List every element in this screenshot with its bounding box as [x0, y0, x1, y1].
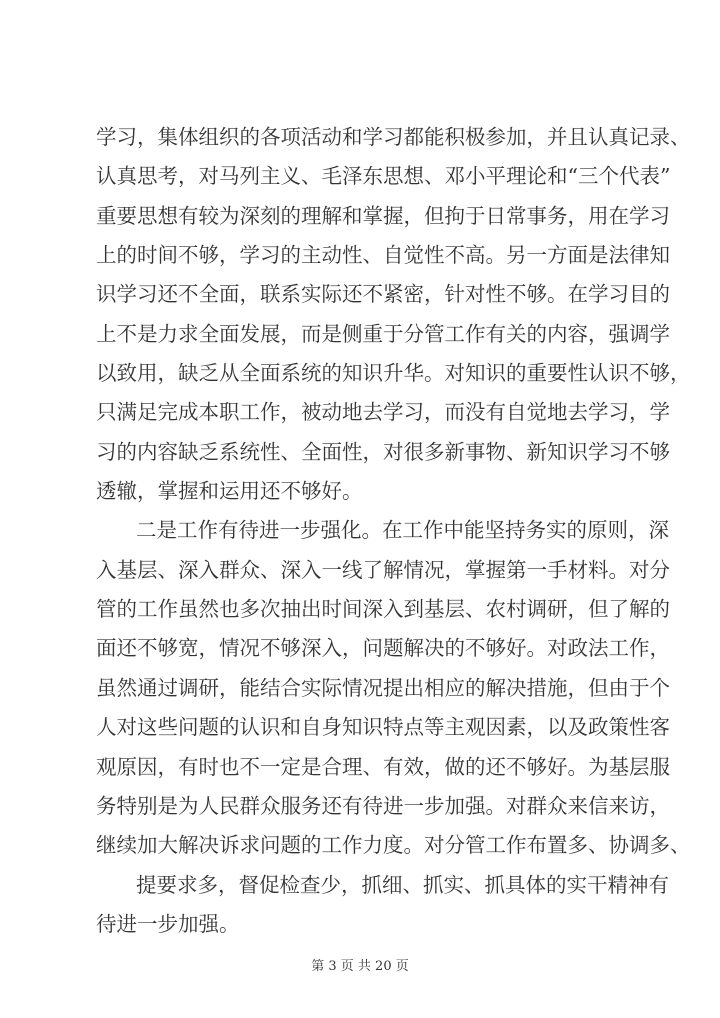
text-line: 待进一步加强。 — [96, 911, 240, 936]
body-text — [96, 118, 691, 944]
text-line: 上不是力求全面发展，而是侧重于分管工作有关的内容，强调学 — [96, 321, 670, 346]
text-line: 入基层、深入群众、深入一线了解情况，掌握第一手材料。对分 — [96, 557, 670, 582]
text-line: 认真思考，对马列主义、毛泽东思想、邓小平理论和“三个代表” — [96, 164, 671, 189]
text-line: 以致用，缺乏从全面系统的知识升华。对知识的重要性认识不够， — [96, 361, 691, 386]
text-line: 学习，集体组织的各项活动和学习都能积极参加，并且认真记录、 — [96, 125, 691, 149]
page-number-footer: 第 3 页 共 20 页 — [311, 959, 409, 974]
text-line: 只满足完成本职工作，被动地去学习，而没有自觉地去学习，学 — [96, 400, 670, 425]
text-line: 提要求多，督促检查少，抓细、抓实、抓具体的实干精神有 — [136, 872, 669, 897]
text-line: 务特别是为人民群众服务还有待进一步加强。对群众来信来访， — [96, 793, 670, 818]
text-line: 虽然通过调研，能结合实际情况提出相应的解决措施，但由于个 — [96, 675, 670, 700]
text-line: 人对这些问题的认识和自身知识特点等主观因素，以及政策性客 — [96, 715, 670, 740]
text-line: 二是工作有待进一步强化。在工作中能坚持务实的原则，深 — [136, 518, 669, 543]
text-line: 识学习还不全面，联系实际还不紧密，针对性不够。在学习目的 — [96, 282, 670, 307]
text-line: 观原因，有时也不一定是合理、有效，做的还不够好。为基层服 — [96, 754, 670, 779]
text-line: 继续加大解决诉求问题的工作力度。对分管工作布置多、协调多、 — [96, 833, 691, 858]
text-line: 面还不够宽，情况不够深入，问题解决的不够好。对政法工作， — [96, 636, 670, 661]
text-line: 重要思想有较为深刻的理解和掌握，但拘于日常事务，用在学习 — [96, 203, 670, 228]
text-line: 管的工作虽然也多次抽出时间深入到基层、农村调研，但了解的 — [96, 597, 670, 622]
text-line: 习的内容缺乏系统性、全面性，对很多新事物、新知识学习不够 — [96, 439, 670, 464]
text-line: 上的时间不够，学习的主动性、自觉性不高。另一方面是法律知 — [96, 243, 670, 268]
text-line: 透辙，掌握和运用还不够好。 — [96, 479, 363, 504]
